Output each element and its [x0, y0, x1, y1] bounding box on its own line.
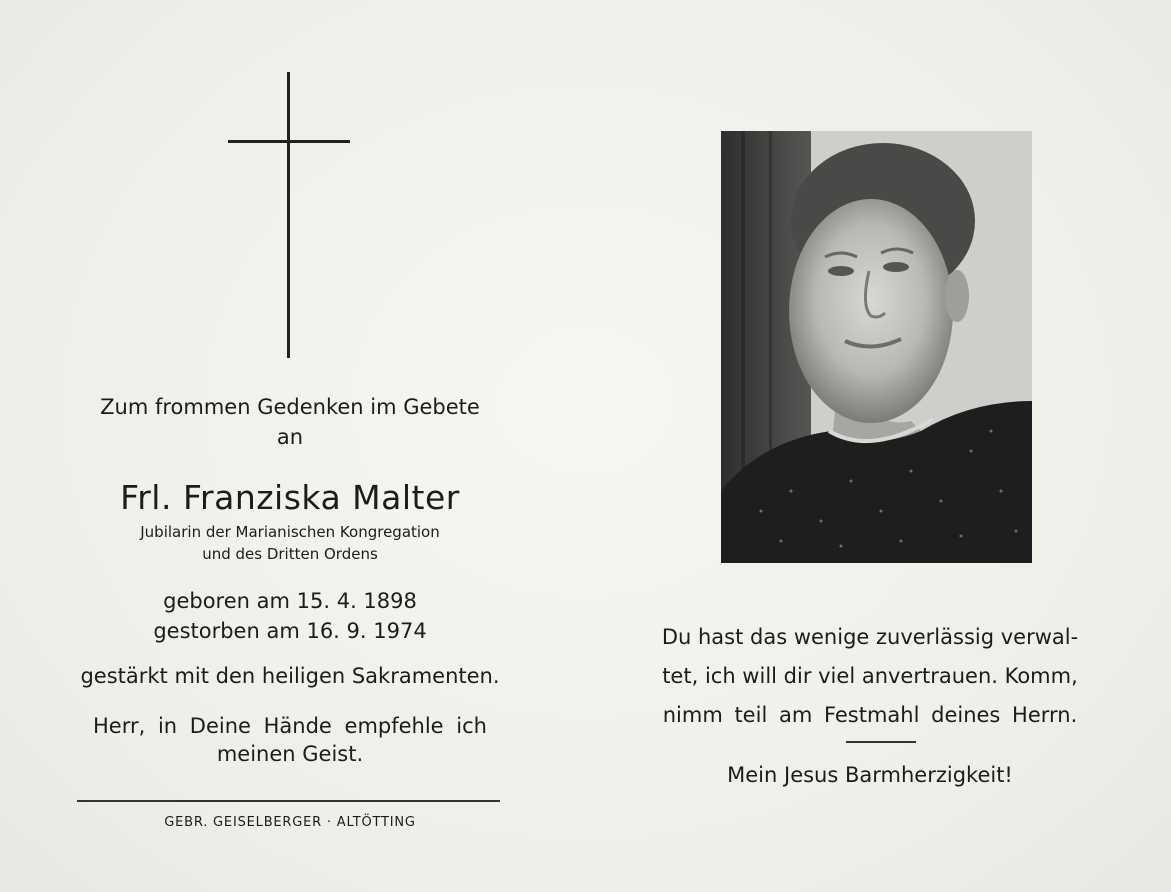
prayer-line-2: meinen Geist. — [216, 742, 364, 766]
left-panel — [60, 0, 520, 892]
sacraments-line: gestärkt mit den heiligen Sakramenten. — [80, 664, 500, 688]
prayer-line-1: Herr, in Deine Hände empfehle ich — [93, 714, 487, 738]
deceased-name: Frl. Franziska Malter — [120, 478, 460, 517]
short-divider-rule — [846, 741, 916, 743]
quote-line-2: tet, ich will dir viel anvertrauen. Komm, — [662, 664, 1078, 688]
subtitle-line-1: Jubilarin der Marianischen Kongregation — [140, 523, 440, 541]
death-date: gestorben am 16. 9. 1974 — [153, 619, 427, 643]
birth-date: geboren am 15. 4. 1898 — [163, 589, 417, 613]
closing-line: Mein Jesus Barmherzigkeit! — [727, 763, 1013, 787]
cross-vertical-bar — [287, 72, 290, 358]
divider-rule — [77, 800, 500, 802]
printer-credit: GEBR. GEISELBERGER · ALTÖTTING — [164, 815, 416, 830]
intro-line-1: Zum frommen Gedenken im Gebete — [100, 395, 480, 419]
quote-line-3: nimm teil am Festmahl deines Herrn. — [662, 703, 1078, 727]
intro-line-2: an — [276, 425, 304, 449]
portrait-photo — [721, 131, 1032, 563]
cross-icon — [228, 72, 350, 360]
subtitle-line-2: und des Dritten Ordens — [202, 545, 378, 563]
cross-horizontal-bar — [228, 140, 350, 143]
quote-line-1: Du hast das wenige zuverlässig verwal- — [661, 625, 1079, 649]
right-panel — [630, 0, 1110, 892]
portrait-illustration — [721, 131, 1032, 563]
